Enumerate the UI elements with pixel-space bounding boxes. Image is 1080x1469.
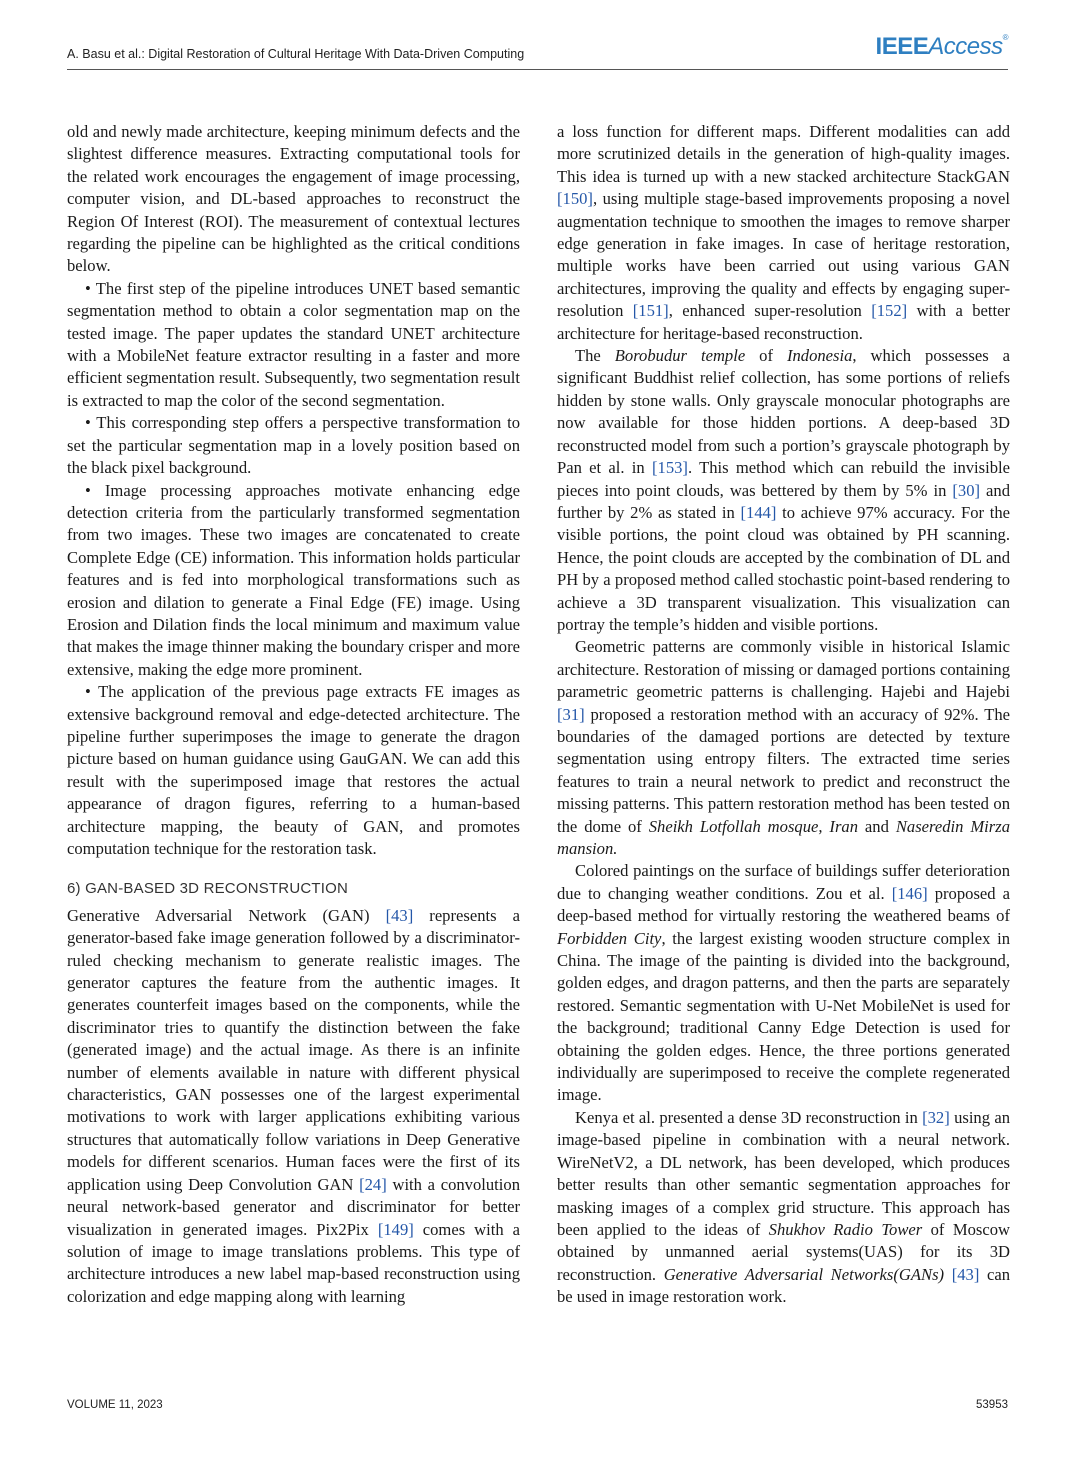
citation-link[interactable]: [31] — [557, 704, 585, 724]
citation-link[interactable]: [32] — [922, 1107, 950, 1127]
logo-trademark: ® — [1002, 33, 1008, 42]
logo-access-text: Access — [928, 33, 1003, 60]
header-rule — [67, 69, 1008, 70]
section-heading: 6) GAN-BASED 3D RECONSTRUCTION — [67, 880, 349, 898]
paragraph: Generative Adversarial Network (GAN) [43] represents a generator-based fake image generation followed by a discriminator-ruled checking mechanism to generate realistic images. The generator captures the feature from the authentic images. It generates counterfeit images based on the components, while the discriminator tries to quantify the distinction between the fake (generated image) and the actual image. As there is an infinite number of elements available in nature with different physical characteristics, GAN possesses one of the largest experimental motivations to work with larger applications exhibiting various structures that automatically follow variations in Deep Generative models for different scenarios. Human faces were the first of its application using Deep Convolution GAN [24] with a convolution neural network-based generator and discriminator for better visualization in generated images. Pix2Pix [149] comes with a solution of image to image translations problems. This type of architecture introduces a new label map-based reconstruction using colorization and edge mapping along with learning — [67, 905, 520, 1306]
right-column — [557, 121, 1010, 1309]
paragraph: The Borobudur temple of Indonesia, which possesses a significant Buddhist relief collection, has some portions of reliefs hidden by stone walls. Only grayscale monocular photographs are now available for those hidden portions. A deep-based 3D reconstructed model from such a portion’s grayscale photograph by Pan et al. in [153]. This method which can rebuild the invisible pieces into point clouds, was bettered by them by 5% in [30] and further by 2% as stated in [144] to achieve 97% accuracy. For the visible portions, the point cloud was obtained by PH scanning. Hence, the point clouds are accepted by the combination of DL and PH by a proposed method called stochastic point-based rendering to achieve a 3D transparent visualization. This visualization can portray the temple’s hidden and visible portions. — [557, 346, 1011, 634]
bullet-paragraph: • The application of the previous page extracts FE images as extensive background removal and edge-detected architecture. The pipeline further superimposes the image to generate the dragon picture based on human guidance using GauGAN. We can add this result with the superimposed image that restores the actual appearance of dragon figures, referring to a human-based architecture mapping, the beauty of GAN, and promotes computation technique for the restoration task. — [67, 682, 520, 858]
citation-link[interactable]: [146] — [891, 883, 928, 903]
citation-link[interactable]: [30] — [952, 480, 981, 500]
citation-link[interactable]: [153] — [652, 458, 688, 478]
paragraph: old and newly made architecture, keeping minimum defects and the slightest difference measures. Extracting computational tools for the related work encourages the engagement of image processing, computer vision, and DL-based approaches to reconstruct the Region Of Interest (ROI). The measurement of contextual lectures regarding the pipeline can be highlighted as the critical conditions below. — [67, 122, 520, 276]
footer-volume: VOLUME 11, 2023 — [67, 1399, 163, 1411]
citation-link[interactable]: [150] — [557, 189, 593, 209]
left-column — [67, 121, 520, 1308]
paragraph: Kenya et al. presented a dense 3D reconstruction in [32] using an image-based pipeline in combination with a neural network. WireNetV2, a DL network, has been developed, which produces better results than other semantic segmentation approaches for masking images of a complex grid structure. This approach has been applied to the ideas of Shukhov Radio Tower of Moscow obtained by unmanned aerial systems(UAS) for its 3D reconstruction. Generative Adversarial Networks(GANs) [43] can be used in image restoration work. — [557, 1107, 1011, 1307]
citation-link[interactable]: [43] — [951, 1264, 980, 1284]
paragraph: Colored paintings on the surface of buildings suffer deterioration due to changing weather conditions. Zou et al. [146] proposed a deep-based method for virtually restoring the weathered beams of Forbidden City, the largest existing wooden structure complex in China. The image of the painting is divided into the background, golden edges, and dragon patterns, and then the parts are separately restored. Semantic segmentation with U-Net MobileNet is used for the background; traditional Canny Edge Detection is used for obtaining the golden edges. Hence, the three portions generated individually are superimposed to receive the complete regenerated image. — [557, 861, 1011, 1105]
citation-link[interactable]: [144] — [740, 502, 777, 522]
paragraph: a loss function for different maps. Different modalities can add more scrutinized details in the generation of high-quality images. This idea is turned up with a new stacked architecture StackGAN [150], using multiple stage-based improvements proposing a novel augmentation technique to smoothen the images to remove sharper edge generation in fake images. In case of heritage restoration, multiple works have been carried out using various GAN architectures, improving the quality and effects by engaging super-resolution [151], enhanced super-resolution [152] with a better architecture for heritage-based reconstruction. — [557, 122, 1010, 343]
footer-page-number: 53953 — [976, 1399, 1008, 1411]
citation-link[interactable]: [152] — [871, 301, 908, 321]
citation-link[interactable]: [43] — [385, 905, 414, 925]
citation-link[interactable]: [24] — [359, 1174, 387, 1194]
bullet-paragraph: • This corresponding step offers a perspective transformation to set the particular segmentation map in a lovely position based on the black pixel background. — [67, 413, 520, 478]
citation-link[interactable]: [149] — [377, 1219, 414, 1239]
paragraph: Geometric patterns are commonly visible in historical Islamic architecture. Restoration of missing or damaged portions containing parametric geometric patterns is challenging. Hajebi and Hajebi [31] proposed a restoration method with an accuracy of 92%. The boundaries of the damaged portions are detected by texture segmentation using entropy filters. The extracted time series features to train a neural network to predict and reconstruct the missing patterns. This pattern restoration method has been tested on the dome of Sheikh Lotfollah mosque, Iran and Naseredin Mirza mansion. — [557, 637, 1010, 858]
citation-link[interactable]: [151] — [632, 301, 669, 321]
running-title: A. Basu et al.: Digital Restoration of Cultural Heritage With Data-Driven Computing — [67, 47, 525, 61]
bullet-paragraph: • The first step of the pipeline introduces UNET based semantic segmentation method to obtain a color segmentation map on the tested image. The paper updates the standard UNET architecture with a MobileNet feature extractor resulting in a faster and more efficient segmentation result. Subsequently, two segmentation result is extracted to map the color of the second segmentation. — [67, 278, 520, 410]
ieee-access-logo — [876, 33, 1008, 61]
bullet-paragraph: • Image processing approaches motivate enhancing edge detection criteria from the particularly transformed segmentation from two images. These two images are concatenated to create Complete Edge (CE) information. This information holds particular features and is fed into morphological transformations such as erosion and dilation to generate a Final Edge (FE) image. Using Erosion and Dilation finds the local minimum and maximum value that makes the image thinner making the boundary crisper and more extensive, making the edge more prominent. — [67, 480, 520, 679]
logo-ieee-text: IEEE — [875, 33, 929, 60]
